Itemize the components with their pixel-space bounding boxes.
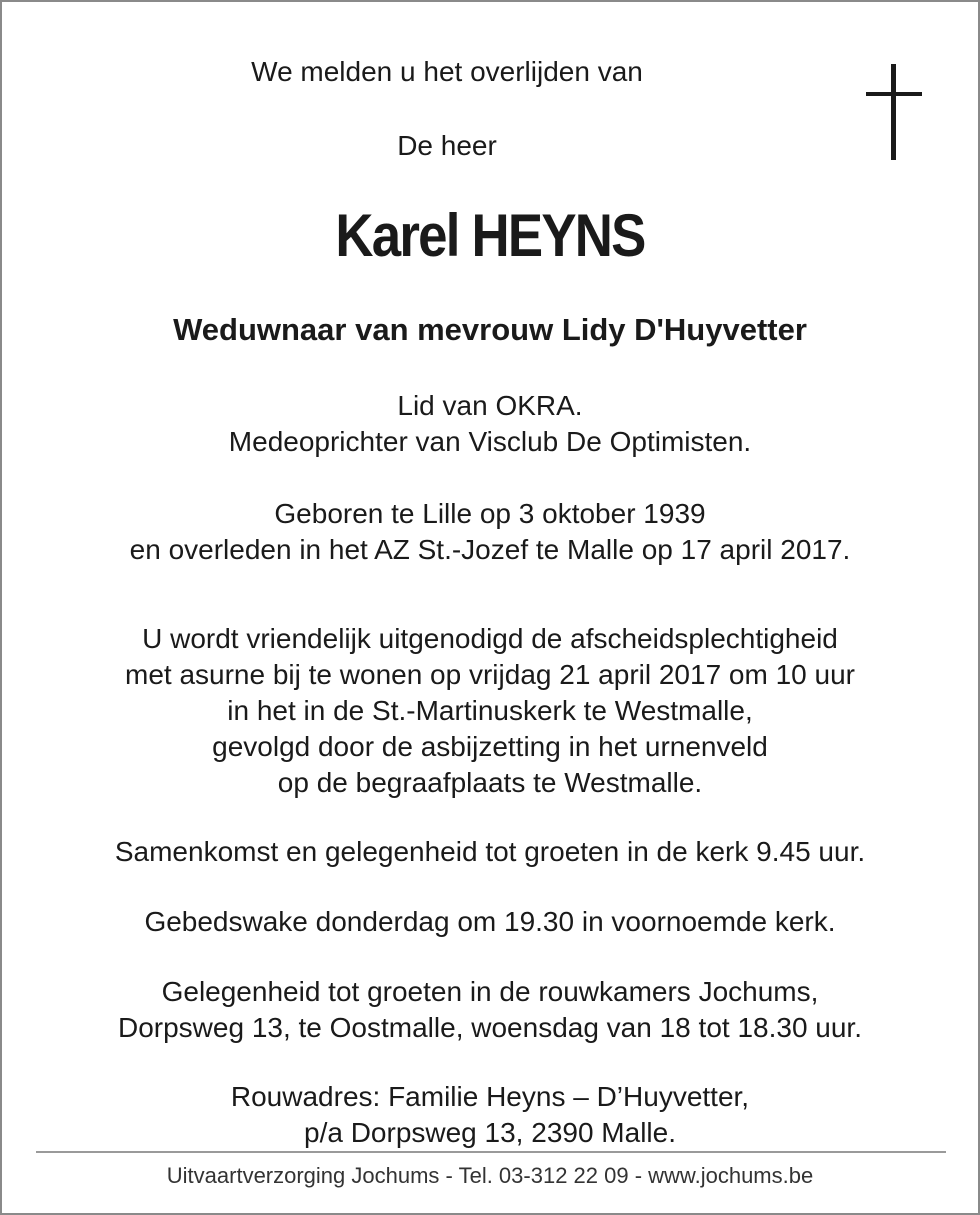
deceased-name: Karel HEYNS bbox=[335, 202, 645, 269]
address-line: Rouwadres: Familie Heyns – D’Huyvetter, bbox=[230, 1081, 750, 1112]
birth-death bbox=[2, 496, 978, 568]
ceremony-line: met asurne bij te wonen op vrijdag 21 april 2017 om 10 uur bbox=[125, 659, 855, 690]
birth-line: Geboren te Lille op 3 oktober 1939 bbox=[274, 498, 706, 529]
spouse-line: Weduwnaar van mevrouw Lidy D'Huyvetter bbox=[173, 312, 807, 347]
gathering-line: Samenkomst en gelegenheid tot groeten in de kerk 9.45 uur. bbox=[114, 836, 866, 867]
ceremony-line: op de begraafplaats te Westmalle. bbox=[277, 767, 703, 798]
visitation-line: Dorpsweg 13, te Oostmalle, woensdag van 18 tot 18.30 uur. bbox=[117, 1012, 862, 1043]
ceremony-line: in het in de St.-Martinuskerk te Westmalle, bbox=[227, 695, 753, 726]
death-line: en overleden in het AZ St.-Jozef te Malle op 17 april 2017. bbox=[129, 534, 851, 565]
vigil-line: Gebedswake donderdag om 19.30 in voornoemde kerk. bbox=[144, 906, 836, 937]
intro-text: We melden u het overlijden van bbox=[251, 56, 643, 87]
membership-line: Medeoprichter van Visclub De Optimisten. bbox=[228, 426, 752, 457]
ceremony-details bbox=[2, 621, 978, 801]
memberships bbox=[2, 388, 978, 460]
membership-line: Lid van OKRA. bbox=[397, 390, 583, 421]
visitation bbox=[2, 974, 978, 1046]
address-line: p/a Dorpsweg 13, 2390 Malle. bbox=[304, 1117, 676, 1148]
honorific: De heer bbox=[397, 130, 497, 161]
mourning-address bbox=[2, 1079, 978, 1151]
visitation-line: Gelegenheid tot groeten in de rouwkamers Jochums, bbox=[161, 976, 819, 1007]
gathering bbox=[2, 834, 978, 870]
cross-icon bbox=[866, 64, 922, 160]
ceremony-line: gevolgd door de asbijzetting in het urnenveld bbox=[212, 731, 768, 762]
ceremony-line: U wordt vriendelijk uitgenodigd de afscheidsplechtigheid bbox=[142, 623, 838, 654]
footer-divider bbox=[36, 1151, 946, 1153]
footer-text: Uitvaartverzorging Jochums - Tel. 03-312 22 09 - www.jochums.be bbox=[166, 1163, 814, 1188]
vigil bbox=[2, 904, 978, 940]
